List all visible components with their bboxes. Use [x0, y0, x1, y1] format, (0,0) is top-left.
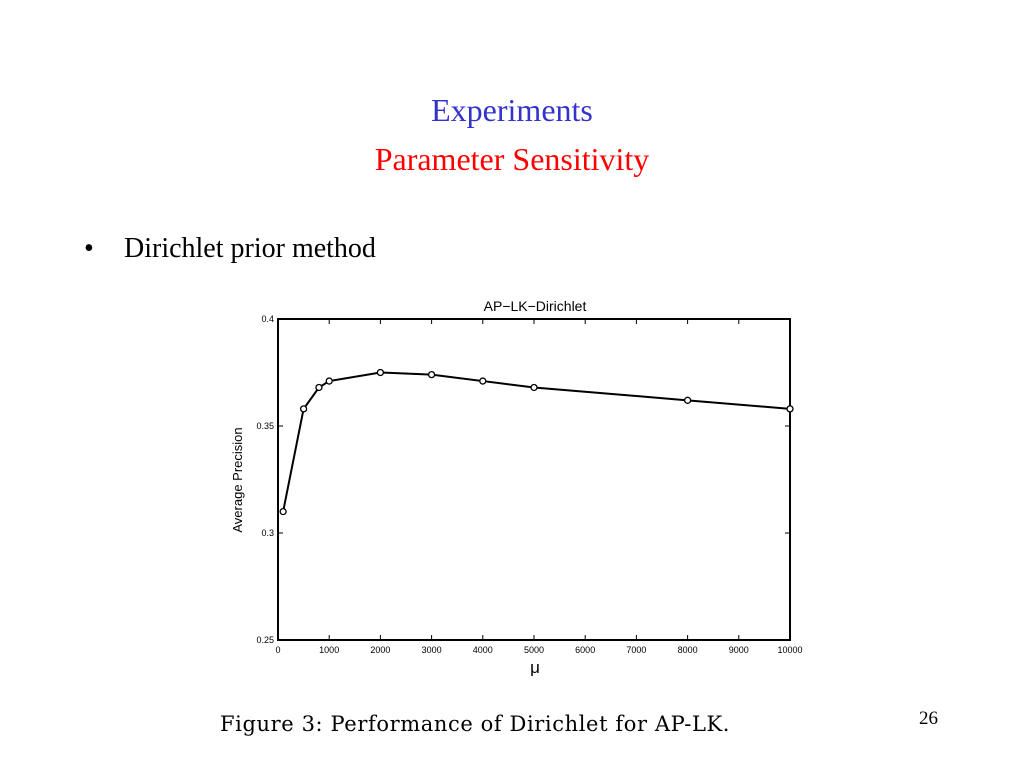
x-tick-label: 3000 [421, 645, 442, 655]
slide-title: Experiments [431, 92, 593, 128]
data-point-marker [316, 384, 322, 390]
data-point-marker [787, 406, 793, 412]
plot-frame [278, 319, 790, 640]
data-point-marker [377, 370, 383, 376]
x-tick-label: 7000 [626, 645, 647, 655]
x-tick-label: 0 [275, 645, 281, 655]
data-point-marker [480, 378, 486, 384]
figure-caption: Figure 3: Performance of Dirichlet for AP-LK. [220, 712, 731, 736]
y-tick-label: 0.35 [256, 421, 274, 431]
bullet-item [84, 232, 376, 266]
data-point-marker [280, 509, 286, 515]
y-axis-label: Average Precision [230, 427, 245, 533]
slide-subtitle: Parameter Sensitivity [374, 141, 650, 177]
x-tick-label: 8000 [677, 645, 698, 655]
x-tick-label: 9000 [728, 645, 749, 655]
series-line [283, 373, 790, 512]
data-point-marker [429, 372, 435, 378]
chart-title: AP−LK−Dirichlet [483, 298, 587, 314]
y-tick-label: 0.4 [261, 314, 274, 324]
x-tick-label: 5000 [523, 645, 545, 655]
data-point-marker [685, 397, 691, 403]
bullet-dot-icon: • [84, 233, 94, 264]
page-number: 26 [919, 708, 938, 729]
data-point-marker [301, 406, 307, 412]
data-point-marker [326, 378, 332, 384]
bullet-text: Dirichlet prior method [124, 233, 376, 264]
data-point-marker [531, 384, 537, 390]
y-tick-label: 0.25 [256, 635, 274, 645]
x-tick-label: 10000 [777, 645, 803, 655]
x-tick-label: 4000 [472, 645, 493, 655]
chart [210, 290, 810, 690]
x-tick-label: 2000 [370, 645, 391, 655]
x-axis [275, 319, 802, 655]
x-axis-label: μ [530, 658, 540, 677]
y-axis [256, 314, 790, 645]
x-tick-label: 6000 [575, 645, 596, 655]
y-tick-label: 0.3 [261, 528, 274, 538]
series-layer [280, 370, 793, 515]
x-tick-label: 1000 [319, 645, 340, 655]
